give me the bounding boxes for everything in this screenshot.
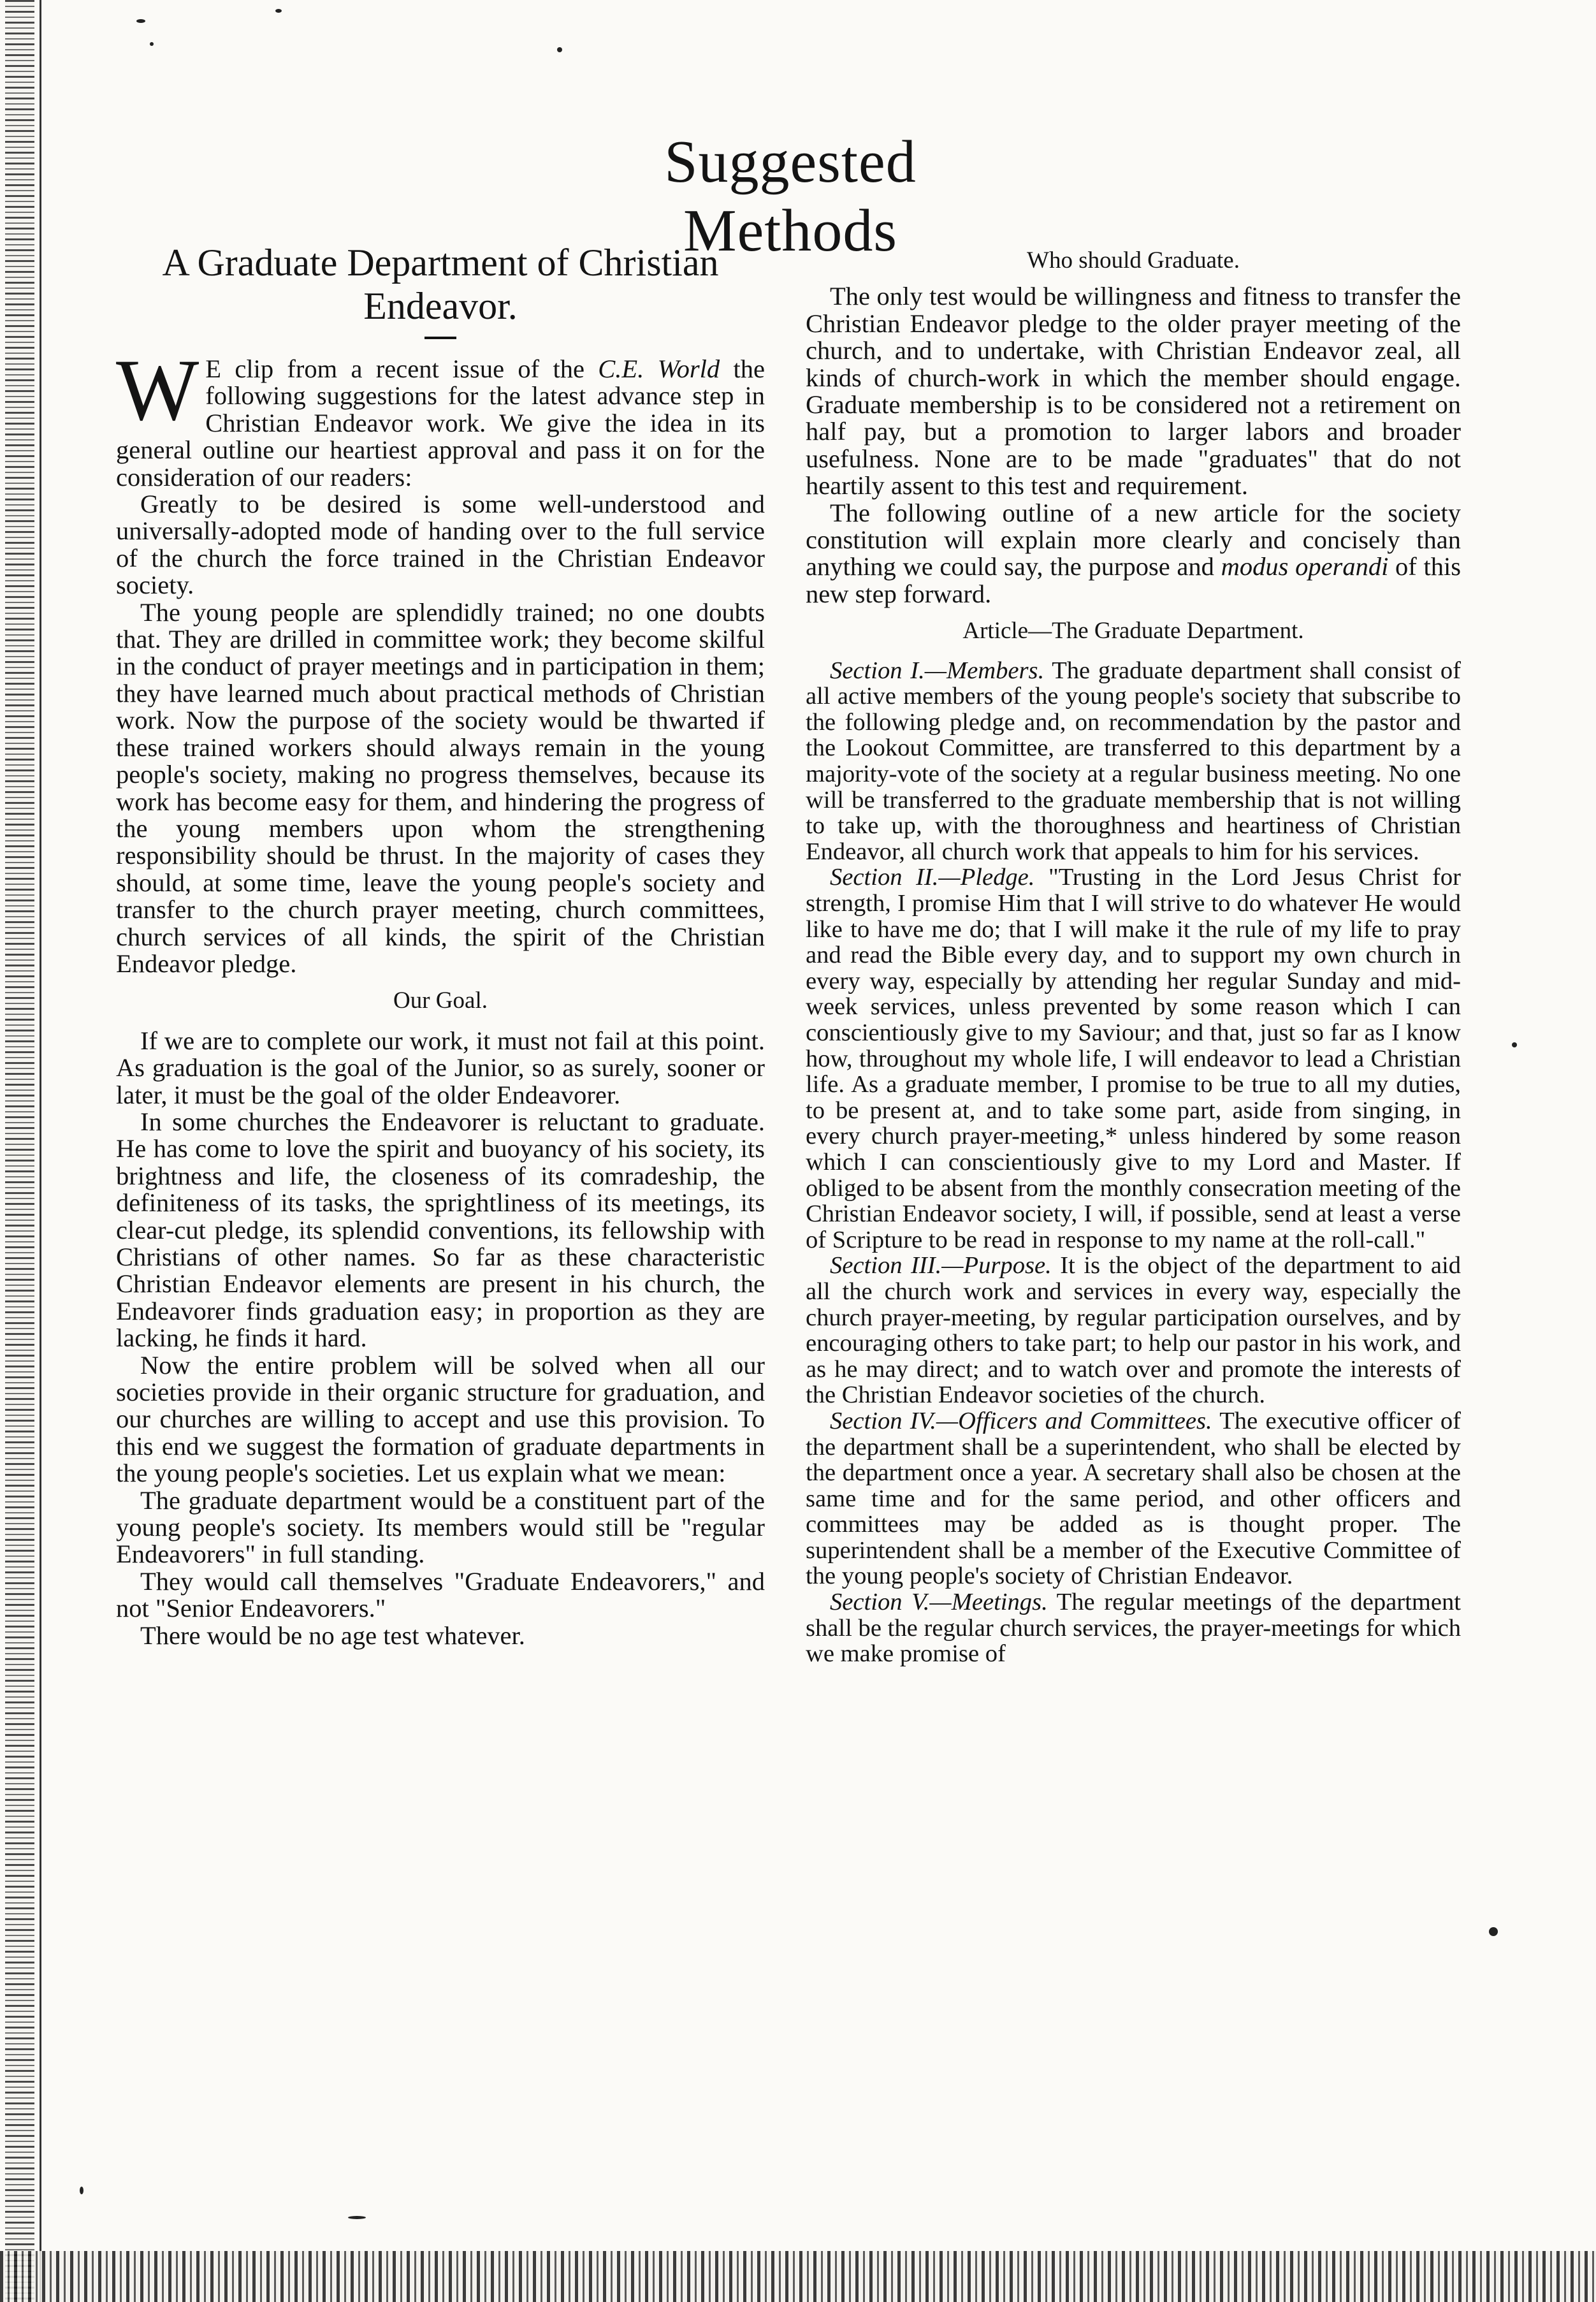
outline-text: The following outline of a new article for the society constitution will explain more clearly and concisely than anything we could say, the purpose and <box>806 498 1461 581</box>
body-paragraph: There would be no age test whatever. <box>140 1621 525 1650</box>
scan-speck <box>557 47 562 52</box>
scan-bottom-edge <box>0 2251 1596 2302</box>
subheading-article: Article—The Graduate Department. <box>962 618 1304 645</box>
scan-speck <box>80 2187 83 2194</box>
section-label: Section V.—Meetings. <box>830 1589 1048 1616</box>
section-text: The regular meetings of the department shall be the regular church services, the prayer-meetings for which we make promise of <box>806 1589 1461 1668</box>
section-label: Section IV.—Officers and Committees. <box>830 1407 1212 1434</box>
drop-cap: W <box>116 341 200 439</box>
intro-paragraph <box>116 341 765 492</box>
subheading-who-should-graduate: Who should Graduate. <box>1027 247 1240 273</box>
section-label: Section I.—Members. <box>830 657 1045 684</box>
scan-speck <box>275 9 282 13</box>
margin-rule <box>40 0 41 2302</box>
scan-speck <box>150 42 154 46</box>
subheading-our-goal: Our Goal. <box>393 987 488 1014</box>
body-paragraph: Now the entire problem will be solved when all our societies provide in their organic structure for graduation, and our churches are willing to accept and use this provision. To this end we suggest the formation of graduate departments in the young people's societies. Let us explain what we mean: <box>116 1350 765 1488</box>
scan-speck <box>348 2216 366 2219</box>
left-column <box>116 241 765 1649</box>
section-paragraph <box>806 658 1461 865</box>
scan-speck <box>1489 1927 1498 1936</box>
outline-text-end: of this new step forward. <box>806 552 1462 608</box>
body-paragraph <box>806 500 1461 608</box>
body-paragraph: If we are to complete our work, it must not fail at this point. As graduation is the goal of the Junior, so as surely, sooner or later, it must be the goal of the older Endeavorer. <box>116 1026 765 1109</box>
body-paragraph: The young people are splendidly trained; no one doubts that. They are drilled in committee work; they become skilful in the conduct of prayer meetings and in participation in them; they have learned much about practical methods of Christian work. Now the purpose of the society would be thwarted if these trained workers should always remain in the young people's society, making no progress themselves, because its work has become easy for them, and hindering the progress of the young members upon whom the strengthening responsibility should be thrust. In the majority of cases they should, at some time, leave the young people's society and transfer to the church prayer meeting, church committees, church services of all kinds, the spirit of the Christian Endeavor pledge. <box>116 597 765 978</box>
section-text: "Trusting in the Lord Jesus Christ for strength, I promise Him that I will strive to do whatever He would like to have me do; that I will make it the rule of my life to pray and read the Bible every day, and to support my own church in every way, especially by attending her regular Sunday and mid-week services, unless prevented by some reason which I can conscientiously give to my Saviour; and that, just so far as I know how, throughout my whole life, I will endeavor to lead a Christian life. As a graduate member, I promise to be true to all my duties, to be present at, and to take some part, aside from singing, in every church prayer-meeting,* unless hindered by some reason which I can conscientiously give to my Lord and Master. If obliged to be absent from the monthly consecration meeting of the Christian Endeavor society, I will, if possible, send at least a verse of Scripture to be read in response to my name at the roll-call." <box>806 864 1461 1253</box>
section-paragraph <box>806 1253 1461 1408</box>
intro-rest: the following suggestions for the latest advance step in Christian Endeavor work. We give the idea in its general outline our heartiest approval and pass it on for the consideration of our readers: <box>116 354 765 492</box>
body-paragraph: Greatly to be desired is some well-understood and universally-adopted mode of handing over to the full service of the church the force trained in the Christian Endeavor society. <box>116 490 765 600</box>
body-paragraph: The graduate department would be a constituent part of the young people's society. Its members would still be "regular Endeavorers" in full standing. <box>116 1485 765 1569</box>
section-text: The graduate department shall consist of all active members of the young people's society that subscribe to the following pledge and, on recommendation by the pastor and the Lookout Committee, are transferred to this department by a majority-vote of the society at a regular business meeting. No one will be transferred to the graduate membership that is not willing to take up, with the thoroughness and heartiness of Christian Endeavor, all church work that appeals to him for his services. <box>806 657 1462 865</box>
title-divider <box>424 337 456 339</box>
section-text: The executive officer of the department shall be a superintendent, who shall be elected by the department once a year. A secretary shall also be chosen at the same time and for the same period, and other officers and committees may be added as is thought proper. The superintendent shall be a member of the Executive Committee of the young people's society of Christian Endeavor. <box>806 1407 1461 1590</box>
section-label: Section III.—Purpose. <box>830 1252 1052 1279</box>
page-binding-edge <box>5 0 34 2302</box>
outline-italic: modus operandi <box>1221 552 1389 581</box>
page-title: Suggested Methods <box>664 129 917 264</box>
intro-text: E clip from a recent issue of the <box>205 354 584 383</box>
body-paragraph: The only test would be willingness and fitness to transfer the Christian Endeavor pledge to the older prayer meeting of the church, and to undertake, with Christian Endeavor zeal, all kinds of church-work in which the member should engage. Graduate membership is to be considered not a retirement on half pay, but a promotion to larger labors and broader usefulness. None are to be made "graduates" that do not heartily assent to this test and requirement. <box>806 282 1461 500</box>
constitution-sections <box>806 658 1461 1667</box>
scan-speck <box>136 19 145 23</box>
section-text: It is the object of the department to aid all the church work and services in every way, especially the church prayer-meeting, by regular participation ourselves, and by encouraging others to take part; to help our pastor in his work, and as he may direct; and to watch over and promote the interests of the Christian Endeavor societies of the church. <box>806 1252 1461 1409</box>
scan-speck <box>1512 1042 1517 1047</box>
body-paragraph: In some churches the Endeavorer is reluctant to graduate. He has come to love the spirit and buoyancy of his society, its brightness and life, the closeness of its comradeship, the definiteness of its tasks, the sprightliness of its meetings, its clear-cut pledge, its splendid conventions, its fellowship with Christians of other names. So far as these characteristic Christian Endeavor elements are present in his church, the Endeavorer finds graduation easy; in proportion as they are lacking, he finds it hard. <box>116 1107 765 1353</box>
right-column <box>806 241 1461 1667</box>
section-paragraph <box>806 864 1461 1253</box>
intro-source: C.E. World <box>598 354 720 383</box>
article-title-line-2: Endeavor. <box>363 285 518 327</box>
section-paragraph <box>806 1408 1461 1589</box>
section-paragraph <box>806 1589 1461 1667</box>
article-title-line-1: A Graduate Department of Christian <box>162 242 719 284</box>
article-title <box>116 241 765 328</box>
section-label: Section II.—Pledge. <box>830 864 1035 891</box>
body-paragraph: They would call themselves "Graduate Endeavorers," and not "Senior Endeavorers." <box>116 1566 765 1623</box>
